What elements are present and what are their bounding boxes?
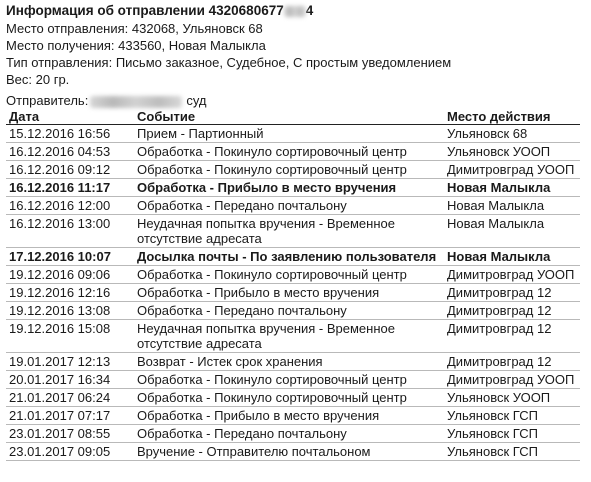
origin-label: Место отправления: bbox=[6, 21, 129, 36]
cell-place: Ульяновск УООП bbox=[444, 389, 580, 407]
column-header-event: Событие bbox=[134, 109, 444, 125]
table-row bbox=[6, 248, 580, 266]
origin-line bbox=[6, 20, 585, 37]
redacted-sender-name bbox=[90, 96, 182, 108]
table-row bbox=[6, 161, 580, 179]
cell-event: Обработка - Передано почтальону bbox=[134, 302, 444, 320]
cell-place: Новая Малыкла bbox=[444, 248, 580, 266]
destination-line bbox=[6, 37, 585, 54]
weight-value: 20 гр. bbox=[35, 72, 70, 87]
table-row bbox=[6, 215, 580, 248]
table-row bbox=[6, 197, 580, 215]
cell-place: Ульяновск ГСП bbox=[444, 443, 580, 461]
table-row bbox=[6, 143, 580, 161]
cell-place: Ульяновск ГСП bbox=[444, 407, 580, 425]
weight-line bbox=[6, 71, 585, 88]
cell-place: Ульяновск 68 bbox=[444, 125, 580, 143]
cell-date: 19.12.2016 13:08 bbox=[6, 302, 134, 320]
table-header-row bbox=[6, 109, 580, 125]
cell-event: Обработка - Передано почтальону bbox=[134, 425, 444, 443]
cell-date: 15.12.2016 16:56 bbox=[6, 125, 134, 143]
cell-event: Обработка - Покинуло сортировочный центр bbox=[134, 371, 444, 389]
table-row bbox=[6, 302, 580, 320]
type-line bbox=[6, 54, 585, 71]
sender-label: Отправитель: bbox=[6, 93, 89, 108]
cell-place: Димитровград 12 bbox=[444, 353, 580, 371]
cell-event: Обработка - Покинуло сортировочный центр bbox=[134, 143, 444, 161]
cell-date: 20.01.2017 16:34 bbox=[6, 371, 134, 389]
cell-event: Обработка - Передано почтальону bbox=[134, 197, 444, 215]
table-row bbox=[6, 284, 580, 302]
cell-event: Неудачная попытка вручения - Временное отсутствие адресата bbox=[134, 215, 444, 248]
cell-place: Димитровград УООП bbox=[444, 266, 580, 284]
origin-value: 432068, Ульяновск 68 bbox=[131, 21, 263, 36]
cell-event: Вручение - Отправителю почтальоном bbox=[134, 443, 444, 461]
table-row bbox=[6, 425, 580, 443]
title-suffix: 4 bbox=[305, 3, 314, 18]
cell-event: Обработка - Прибыло в место вручения bbox=[134, 407, 444, 425]
weight-label: Вес: bbox=[6, 72, 33, 87]
cell-place: Новая Малыкла bbox=[444, 197, 580, 215]
cell-event: Возврат - Истек срок хранения bbox=[134, 353, 444, 371]
table-row bbox=[6, 407, 580, 425]
cell-date: 19.12.2016 09:06 bbox=[6, 266, 134, 284]
cell-event: Прием - Партионный bbox=[134, 125, 444, 143]
table-row bbox=[6, 389, 580, 407]
title-prefix: Информация об отправлении 4320680677 bbox=[6, 3, 284, 18]
cell-event: Досылка почты - По заявлению пользователя bbox=[134, 248, 444, 266]
redacted-tracking-digits bbox=[284, 6, 306, 17]
destination-label: Место получения: bbox=[6, 38, 115, 53]
table-row bbox=[6, 353, 580, 371]
cell-date: 16.12.2016 09:12 bbox=[6, 161, 134, 179]
column-header-place: Место действия bbox=[444, 109, 580, 125]
cell-date: 16.12.2016 13:00 bbox=[6, 215, 134, 248]
cell-date: 16.12.2016 04:53 bbox=[6, 143, 134, 161]
column-header-date: Дата bbox=[6, 109, 134, 125]
cell-date: 19.01.2017 12:13 bbox=[6, 353, 134, 371]
table-row bbox=[6, 266, 580, 284]
cell-event: Обработка - Покинуло сортировочный центр bbox=[134, 266, 444, 284]
cell-date: 19.12.2016 12:16 bbox=[6, 284, 134, 302]
table-row bbox=[6, 179, 580, 197]
cell-place: Димитровград 12 bbox=[444, 302, 580, 320]
cell-date: 16.12.2016 12:00 bbox=[6, 197, 134, 215]
cell-date: 23.01.2017 08:55 bbox=[6, 425, 134, 443]
table-row bbox=[6, 125, 580, 143]
cell-date: 23.01.2017 09:05 bbox=[6, 443, 134, 461]
cell-event: Обработка - Прибыло в место вручения bbox=[134, 179, 444, 197]
cell-date: 19.12.2016 15:08 bbox=[6, 320, 134, 353]
tracking-table bbox=[6, 109, 580, 461]
cell-event: Обработка - Покинуло сортировочный центр bbox=[134, 161, 444, 179]
cell-date: 21.01.2017 06:24 bbox=[6, 389, 134, 407]
cell-place: Новая Малыкла bbox=[444, 179, 580, 197]
table-row bbox=[6, 443, 580, 461]
type-value: Письмо заказное, Судебное, С простым уведомлением bbox=[115, 55, 452, 70]
cell-event: Обработка - Прибыло в место вручения bbox=[134, 284, 444, 302]
destination-value: 433560, Новая Малыкла bbox=[118, 38, 266, 53]
cell-date: 16.12.2016 11:17 bbox=[6, 179, 134, 197]
cell-place: Ульяновск УООП bbox=[444, 143, 580, 161]
cell-event: Обработка - Покинуло сортировочный центр bbox=[134, 389, 444, 407]
table-row bbox=[6, 320, 580, 353]
cell-date: 21.01.2017 07:17 bbox=[6, 407, 134, 425]
cell-place: Димитровград 12 bbox=[444, 320, 580, 353]
sender-line bbox=[6, 92, 585, 109]
cell-place: Димитровград УООП bbox=[444, 161, 580, 179]
type-label: Тип отправления: bbox=[6, 55, 113, 70]
cell-place: Новая Малыкла bbox=[444, 215, 580, 248]
page-title bbox=[6, 2, 585, 20]
cell-place: Ульяновск ГСП bbox=[444, 425, 580, 443]
cell-place: Димитровград 12 bbox=[444, 284, 580, 302]
cell-date: 17.12.2016 10:07 bbox=[6, 248, 134, 266]
cell-event: Неудачная попытка вручения - Временное отсутствие адресата bbox=[134, 320, 444, 353]
sender-suffix: суд bbox=[186, 93, 207, 108]
table-row bbox=[6, 371, 580, 389]
cell-place: Димитровград УООП bbox=[444, 371, 580, 389]
